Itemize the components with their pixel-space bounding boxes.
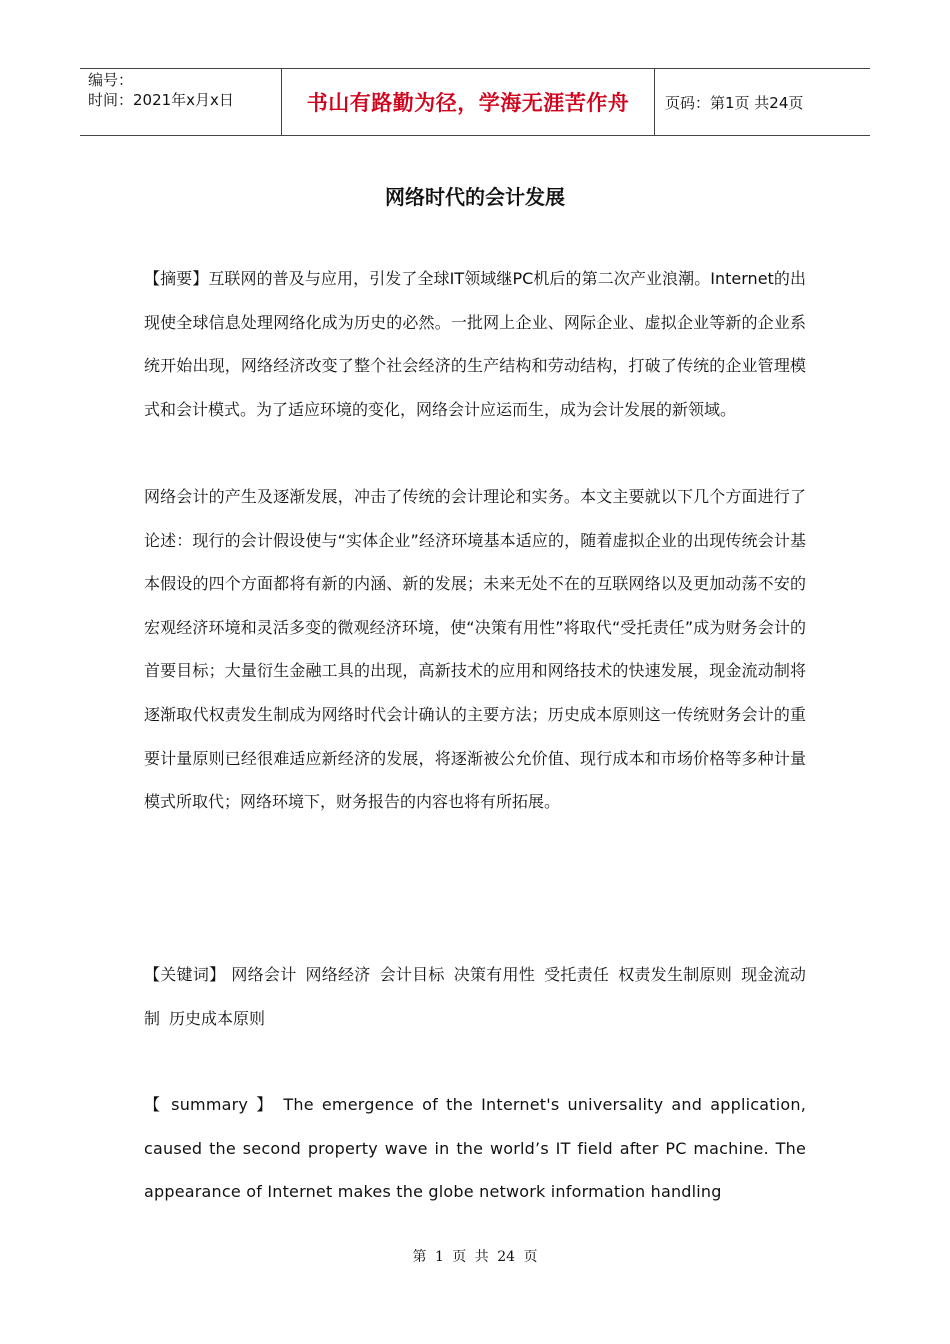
keyword: 会计目标 — [379, 965, 445, 984]
keyword: 权责发生制原则 — [618, 965, 733, 984]
body-paragraph: 网络会计的产生及逐渐发展，冲击了传统的会计理论和实务。本文主要就以下几个方面进行了论述：现行的会计假设使与“实体企业”经济环境基本适应的，随着虚拟企业的出现传统会计基本假设的四个方面都将有新的内涵、新的发展；未来无处不在的互联网络以及更加动荡不安的宏观经济环境和灵活多变的微观经济环境，使“决策有用性”将取代“受托责任”成为财务会计的首要目标；大量衍生金融工具的出现，高新技术的应用和网络技术的快速发展，现金流动制将逐渐取代权责发生制成为网络时代会计确认的主要方法；历史成本原则这一传统财务会计的重要计量原则已经很难适应新经济的发展，将逐渐被公允价值、现行成本和市场价格等多种计量模式所取代；网络环境下，财务报告的内容也将有所拓展。 — [144, 487, 806, 812]
keywords-label: 【关键词】 — [144, 965, 226, 984]
keyword: 受托责任 — [544, 965, 610, 984]
header-motto: 书山有路勤为径，学海无涯苦作舟 — [281, 69, 655, 135]
summary-paragraph: 【 summary 】 The emergence of the Internet's universality and application, caused the second property wave in the world’s IT field after PC machine. The appearance of Internet makes the globe network information handling — [144, 1095, 806, 1202]
document-time-label: 时间：2021年x月x日 — [88, 91, 234, 109]
header-page-code: 页码：第1页 共24页 — [665, 93, 804, 112]
keywords-paragraph — [144, 953, 806, 1040]
abstract-paragraph: 【摘要】互联网的普及与应用，引发了全球IT领域继PC机后的第二次产业浪潮。Internet的出现使全球信息处理网络化成为历史的必然。一批网上企业、网际企业、虚拟企业等新的企业系统开始出现，网络经济改变了整个社会经济的生产结构和劳动结构，打破了传统的企业管理模式和会计模式。为了适应环境的变化，网络会计应运而生，成为会计发展的新领域。 — [144, 269, 806, 419]
page-footer: 第 1 页 共 24 页 — [412, 1249, 538, 1265]
document-number-label: 编号： — [88, 71, 134, 89]
header-meta — [80, 69, 281, 135]
keyword: 历史成本原则 — [169, 1008, 266, 1028]
document-title: 网络时代的会计发展 — [385, 185, 565, 209]
keyword: 网络会计 — [231, 965, 297, 984]
page-header — [80, 68, 870, 136]
keyword: 决策有用性 — [453, 965, 536, 984]
keyword: 现金流动制 — [144, 965, 806, 1028]
keyword: 网络经济 — [305, 965, 371, 984]
